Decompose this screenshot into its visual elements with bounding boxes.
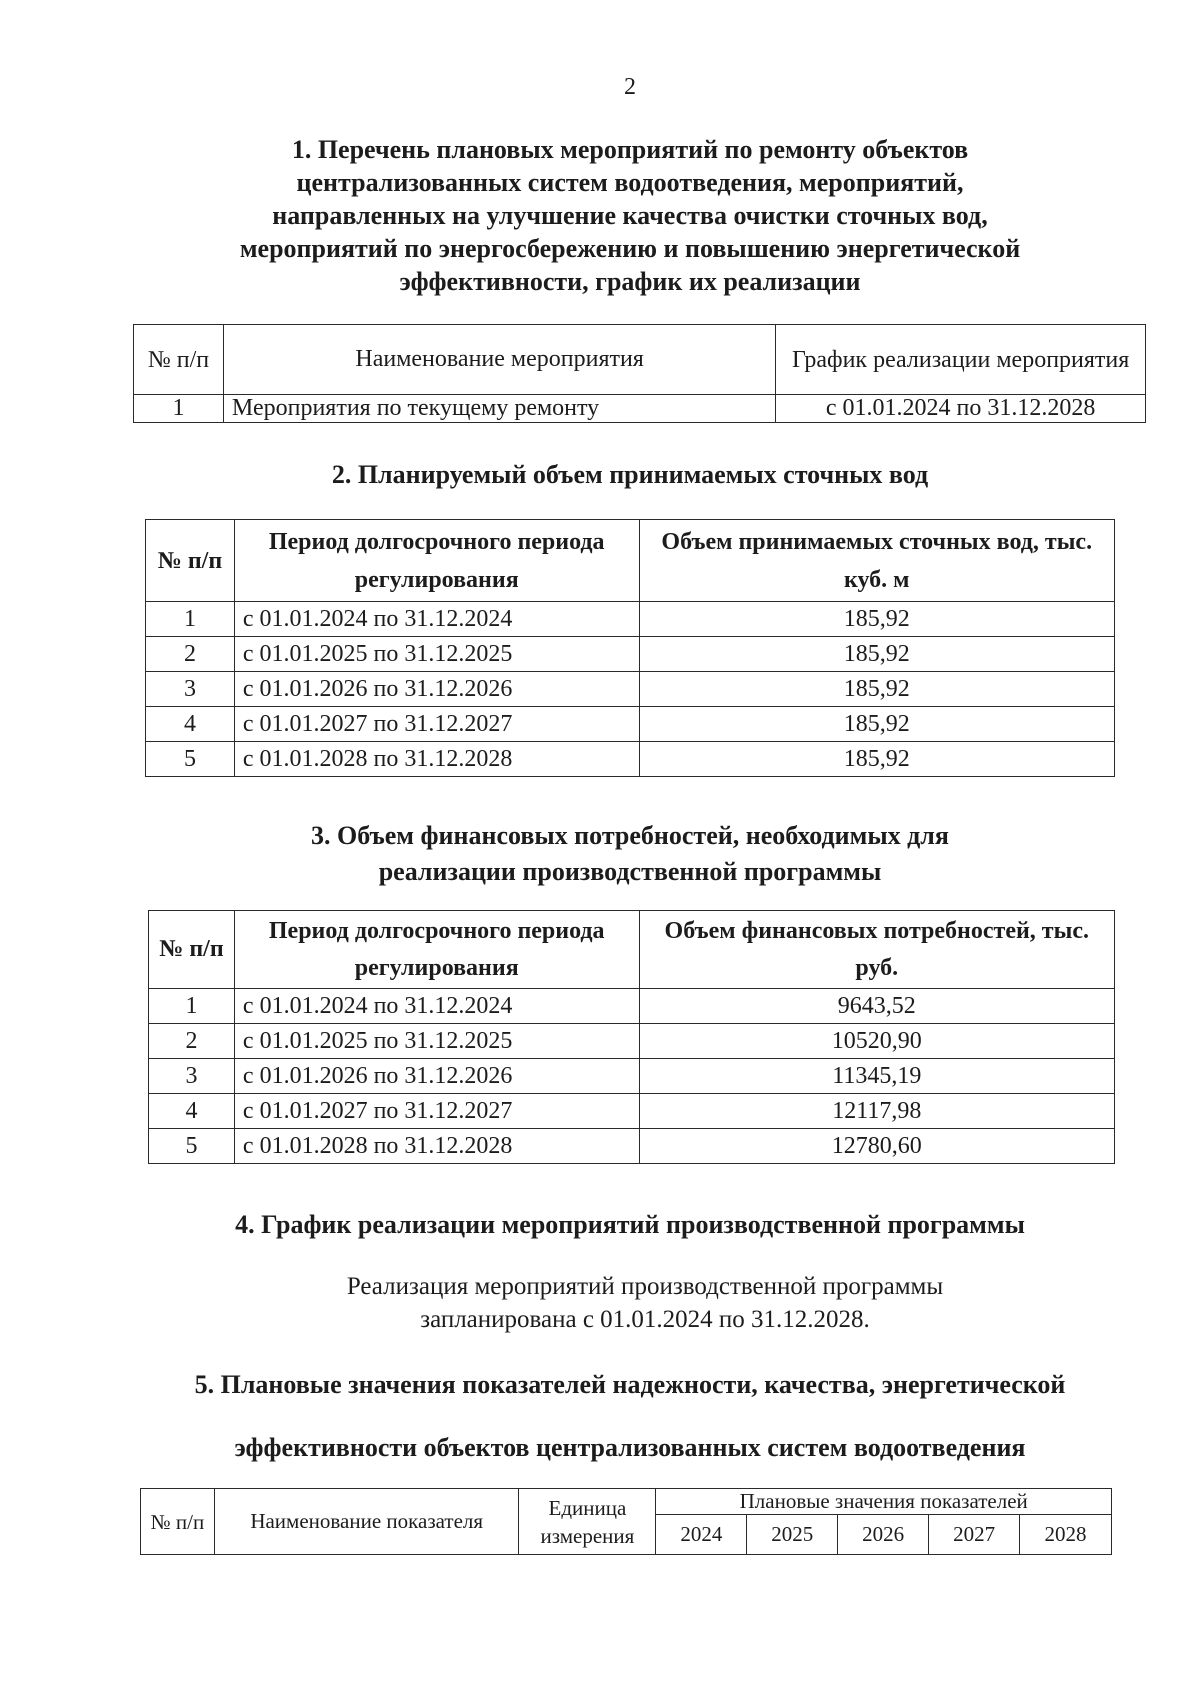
- title-line: направленных на улучшение качества очистки сточных вод,: [272, 201, 988, 230]
- section4-text: [0, 1270, 1200, 1336]
- events-table: [133, 324, 1146, 423]
- header-value: Объем финансовых потребностей, тыс. руб.: [639, 911, 1114, 989]
- header-num: № п/п: [146, 520, 235, 602]
- header-planned: Плановые значения показателей: [656, 1489, 1112, 1515]
- header-num: № п/п: [141, 1489, 215, 1555]
- header-year: 2028: [1020, 1515, 1112, 1555]
- cell-num: 1: [134, 395, 224, 423]
- title-line: 3. Объем финансовых потребностей, необходимых для: [311, 821, 949, 850]
- table-row: [134, 395, 1146, 423]
- section4-title: 4. График реализации мероприятий производственной программы: [235, 1210, 1025, 1239]
- header-schedule: График реализации мероприятия: [776, 325, 1146, 395]
- wastewater-volume-table: [145, 519, 1115, 777]
- table-row: 3 с 01.01.2026 по 31.12.2026 11345,19: [149, 1059, 1115, 1094]
- header-num: № п/п: [149, 911, 235, 989]
- title-line: эффективности объектов централизованных систем водоотведения: [234, 1433, 1026, 1462]
- header-name: Наименование мероприятия: [223, 325, 775, 395]
- header-period: Период долгосрочного периода регулирования: [234, 911, 639, 989]
- page-number: 2: [624, 74, 636, 100]
- table-header-row: [146, 520, 1115, 602]
- header-year: 2024: [656, 1515, 747, 1555]
- table-header-row: [134, 325, 1146, 395]
- header-year: 2027: [929, 1515, 1020, 1555]
- header-unit: Единица измерения: [519, 1489, 656, 1555]
- table-header-row: [149, 911, 1115, 989]
- text-line: запланирована с 01.01.2024 по 31.12.2028.: [420, 1306, 870, 1333]
- text-line: Реализация мероприятий производственной программы: [346, 1273, 944, 1300]
- financial-needs-table: [148, 910, 1115, 1164]
- section5-title: [0, 1368, 1200, 1464]
- title-line: реализации производственной программы: [378, 857, 882, 886]
- table-row: 5 с 01.01.2028 по 31.12.2028 185,92: [146, 742, 1115, 777]
- title-line: 5. Плановые значения показателей надежности, качества, энергетической: [194, 1370, 1066, 1399]
- table-row: 4 с 01.01.2027 по 31.12.2027 12117,98: [149, 1094, 1115, 1129]
- cell-schedule: с 01.01.2024 по 31.12.2028: [776, 395, 1146, 423]
- title-line: эффективности, график их реализации: [399, 267, 861, 296]
- title-line: мероприятий по энергосбережению и повышению энергетической: [239, 234, 1021, 263]
- table-row: 5 с 01.01.2028 по 31.12.2028 12780,60: [149, 1129, 1115, 1164]
- table-header-row: [141, 1489, 1112, 1515]
- table-row: 2 с 01.01.2025 по 31.12.2025 10520,90: [149, 1024, 1115, 1059]
- header-value: Объем принимаемых сточных вод, тыс. куб. м: [639, 520, 1114, 602]
- title-line: централизованных систем водоотведения, мероприятий,: [296, 168, 964, 197]
- cell-name: Мероприятия по текущему ремонту: [223, 395, 775, 423]
- section1-title: [0, 133, 1200, 298]
- header-year: 2026: [838, 1515, 929, 1555]
- header-year: 2025: [747, 1515, 838, 1555]
- title-line: 1. Перечень плановых мероприятий по ремонту объектов: [291, 135, 969, 164]
- header-period: Период долгосрочного периода регулирования: [234, 520, 639, 602]
- section3-title: [0, 818, 1200, 890]
- header-num: № п/п: [134, 325, 224, 395]
- indicators-table: [140, 1488, 1112, 1555]
- table-row: 3 с 01.01.2026 по 31.12.2026 185,92: [146, 672, 1115, 707]
- table-row: 2 с 01.01.2025 по 31.12.2025 185,92: [146, 637, 1115, 672]
- table-row: 1 с 01.01.2024 по 31.12.2024 9643,52: [149, 989, 1115, 1024]
- table-row: 1 с 01.01.2024 по 31.12.2024 185,92: [146, 602, 1115, 637]
- header-name: Наименование показателя: [214, 1489, 519, 1555]
- table-row: 4 с 01.01.2027 по 31.12.2027 185,92: [146, 707, 1115, 742]
- section2-title: 2. Планируемый объем принимаемых сточных вод: [331, 460, 929, 489]
